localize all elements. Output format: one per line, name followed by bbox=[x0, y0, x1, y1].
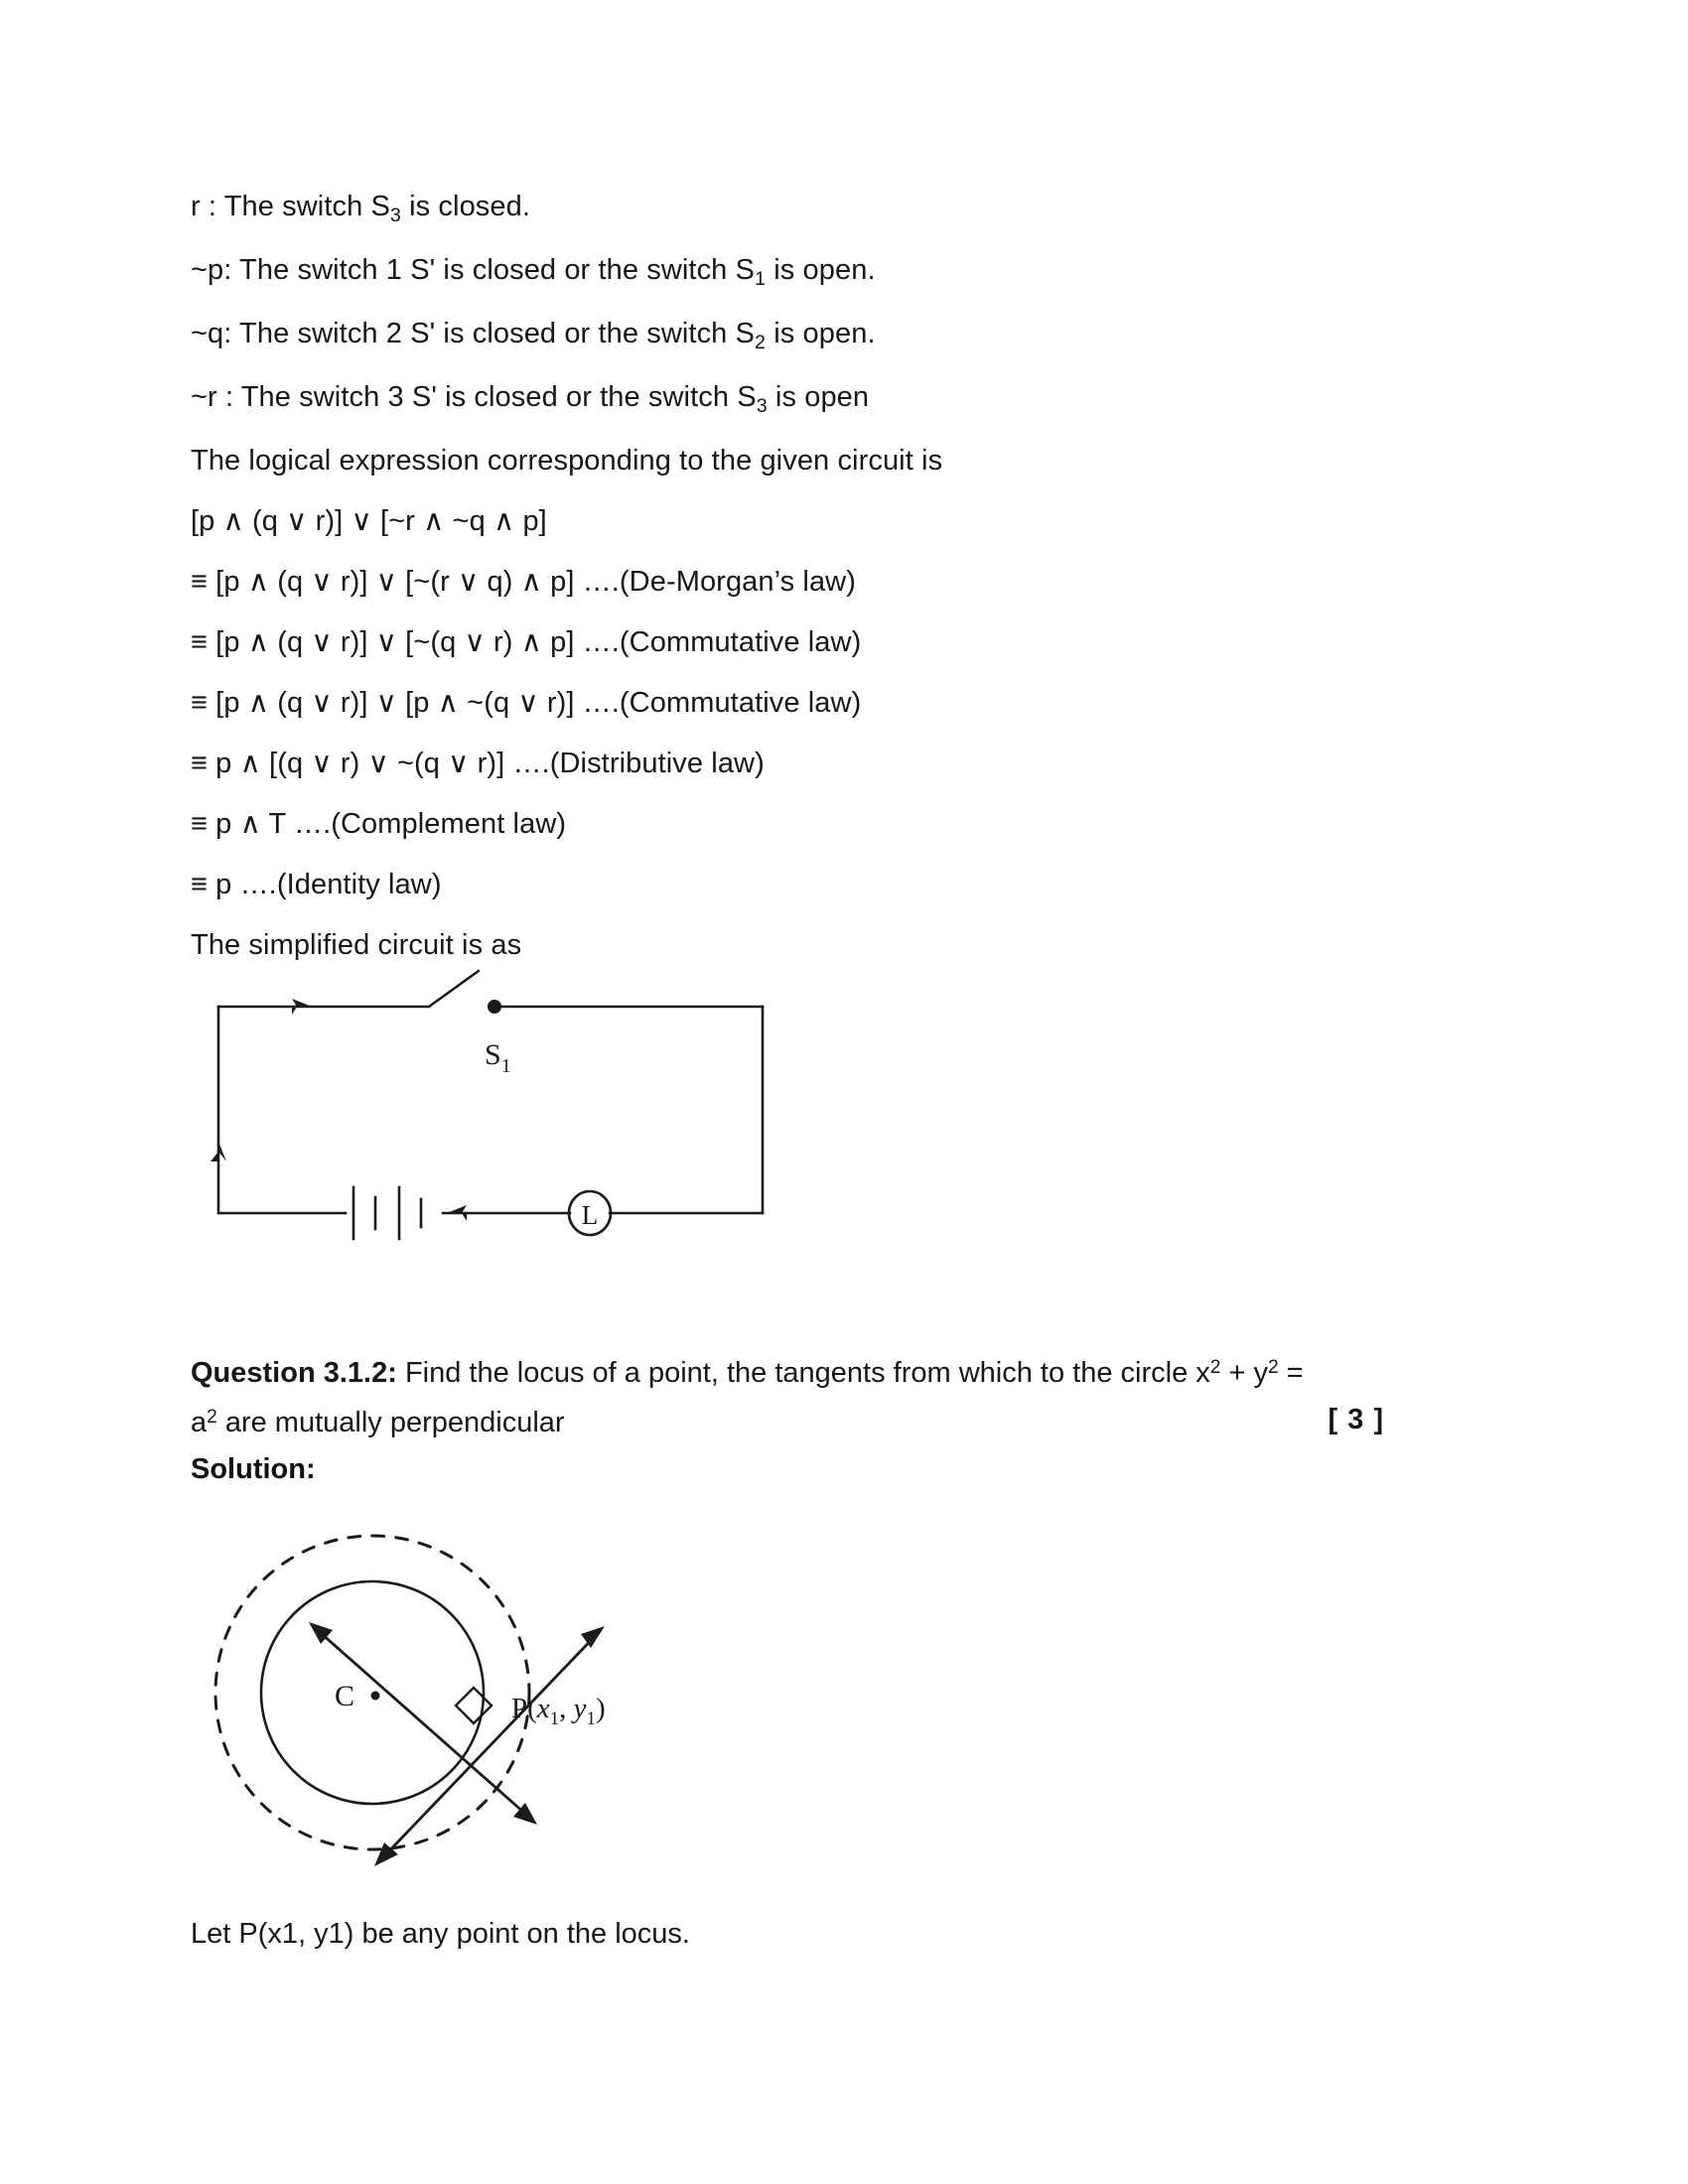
subscript: 3 bbox=[389, 204, 401, 226]
question-text-part3: = bbox=[1278, 1357, 1304, 1389]
statement-line-not-p: ~p: The switch 1 S' is closed or the switch $S_1$ is open. bbox=[191, 254, 876, 290]
solution-label: Solution: bbox=[191, 1453, 316, 1485]
text-body bbox=[191, 177, 1472, 976]
question-text-part1: Find the locus of a point, the tangents from which to the circle x bbox=[396, 1357, 1210, 1389]
current-arrow-bottom bbox=[447, 1205, 467, 1221]
question-block bbox=[191, 1350, 1472, 1449]
question-sup-1: 2 bbox=[1209, 1356, 1221, 1378]
center-label: C bbox=[335, 1680, 355, 1712]
statement-line-not-r: ~r : The switch 3 S' is closed or the switch $S_3$ is open bbox=[191, 381, 870, 417]
right-angle-marker bbox=[456, 1688, 492, 1723]
derivation-step-5: ≡ p ∧ T ….(Complement law) bbox=[191, 808, 567, 840]
point-label-comma: , bbox=[559, 1693, 574, 1724]
current-arrow-top bbox=[292, 999, 312, 1015]
derivation-step-6: ≡ p ….(Identity law) bbox=[191, 869, 442, 900]
switch-blade bbox=[429, 971, 479, 1007]
switch-label-text: S bbox=[485, 1038, 501, 1071]
statement-line-not-q: ~q: The switch 2 S' is closed or the switch $S_2$ is open. bbox=[191, 318, 876, 353]
point-label bbox=[511, 1693, 606, 1729]
point-label-y: y bbox=[573, 1693, 587, 1724]
lamp-label: L bbox=[581, 1200, 599, 1230]
switch-contact-node bbox=[488, 1000, 501, 1014]
switch-label-subscript: 1 bbox=[500, 1055, 511, 1077]
question-line2-prefix: a bbox=[191, 1407, 208, 1438]
derivation-step-1: ≡ [p ∧ (q ∨ r)] ∨ [~(r ∨ q) ∧ p] ….(De-Morgan’s law) bbox=[191, 566, 856, 598]
current-arrow-left bbox=[211, 1142, 226, 1161]
tangent-1-arrowhead-upper bbox=[581, 1626, 605, 1648]
simplified-circuit-intro: The simplified circuit is as bbox=[191, 929, 522, 961]
point-label-y-sub: 1 bbox=[586, 1708, 597, 1729]
center-point bbox=[371, 1692, 380, 1701]
question-line2-suffix: are mutually perpendicular bbox=[216, 1407, 565, 1438]
locus-diagram bbox=[184, 1489, 740, 1906]
question-text-part2: + y bbox=[1220, 1357, 1268, 1389]
tangent-line-1 bbox=[378, 1630, 601, 1862]
subscript: 3 bbox=[756, 394, 768, 417]
question-sup-2: 2 bbox=[1267, 1356, 1279, 1378]
subscript: 1 bbox=[755, 267, 767, 290]
derivation-step-4: ≡ p ∧ [(q ∨ r) ∨ ~(q ∨ r)] ….(Distributive law) bbox=[191, 748, 765, 779]
point-label-x: x bbox=[536, 1693, 550, 1724]
derivation-step-0: [p ∧ (q ∨ r)] ∨ [~r ∧ ~q ∧ p] bbox=[191, 505, 547, 537]
simplified-circuit-diagram bbox=[195, 965, 830, 1293]
subscript: 2 bbox=[755, 331, 767, 353]
question-marks: [ 3 ] bbox=[1328, 1404, 1384, 1435]
point-label-prefix: P( bbox=[511, 1693, 537, 1724]
point-label-close: ) bbox=[596, 1693, 606, 1724]
closing-statement: Let P(x1, y1) be any point on the locus. bbox=[191, 1918, 690, 1950]
question-sup-3: 2 bbox=[207, 1406, 217, 1428]
question-number: Question 3.1.2: bbox=[191, 1357, 397, 1389]
derivation-step-2: ≡ [p ∧ (q ∨ r)] ∨ [~(q ∨ r) ∧ p] ….(Commutative law) bbox=[191, 626, 862, 658]
point-label-x-sub: 1 bbox=[549, 1708, 560, 1729]
derivation-step-3: ≡ [p ∧ (q ∨ r)] ∨ [p ∧ ~(q ∨ r)] ….(Commutative law) bbox=[191, 687, 862, 719]
statement-line-r: r : The switch $S_3$ is closed. bbox=[191, 191, 531, 226]
logical-expression-intro: The logical expression corresponding to the given circuit is bbox=[191, 445, 943, 477]
switch-label bbox=[485, 1038, 511, 1077]
